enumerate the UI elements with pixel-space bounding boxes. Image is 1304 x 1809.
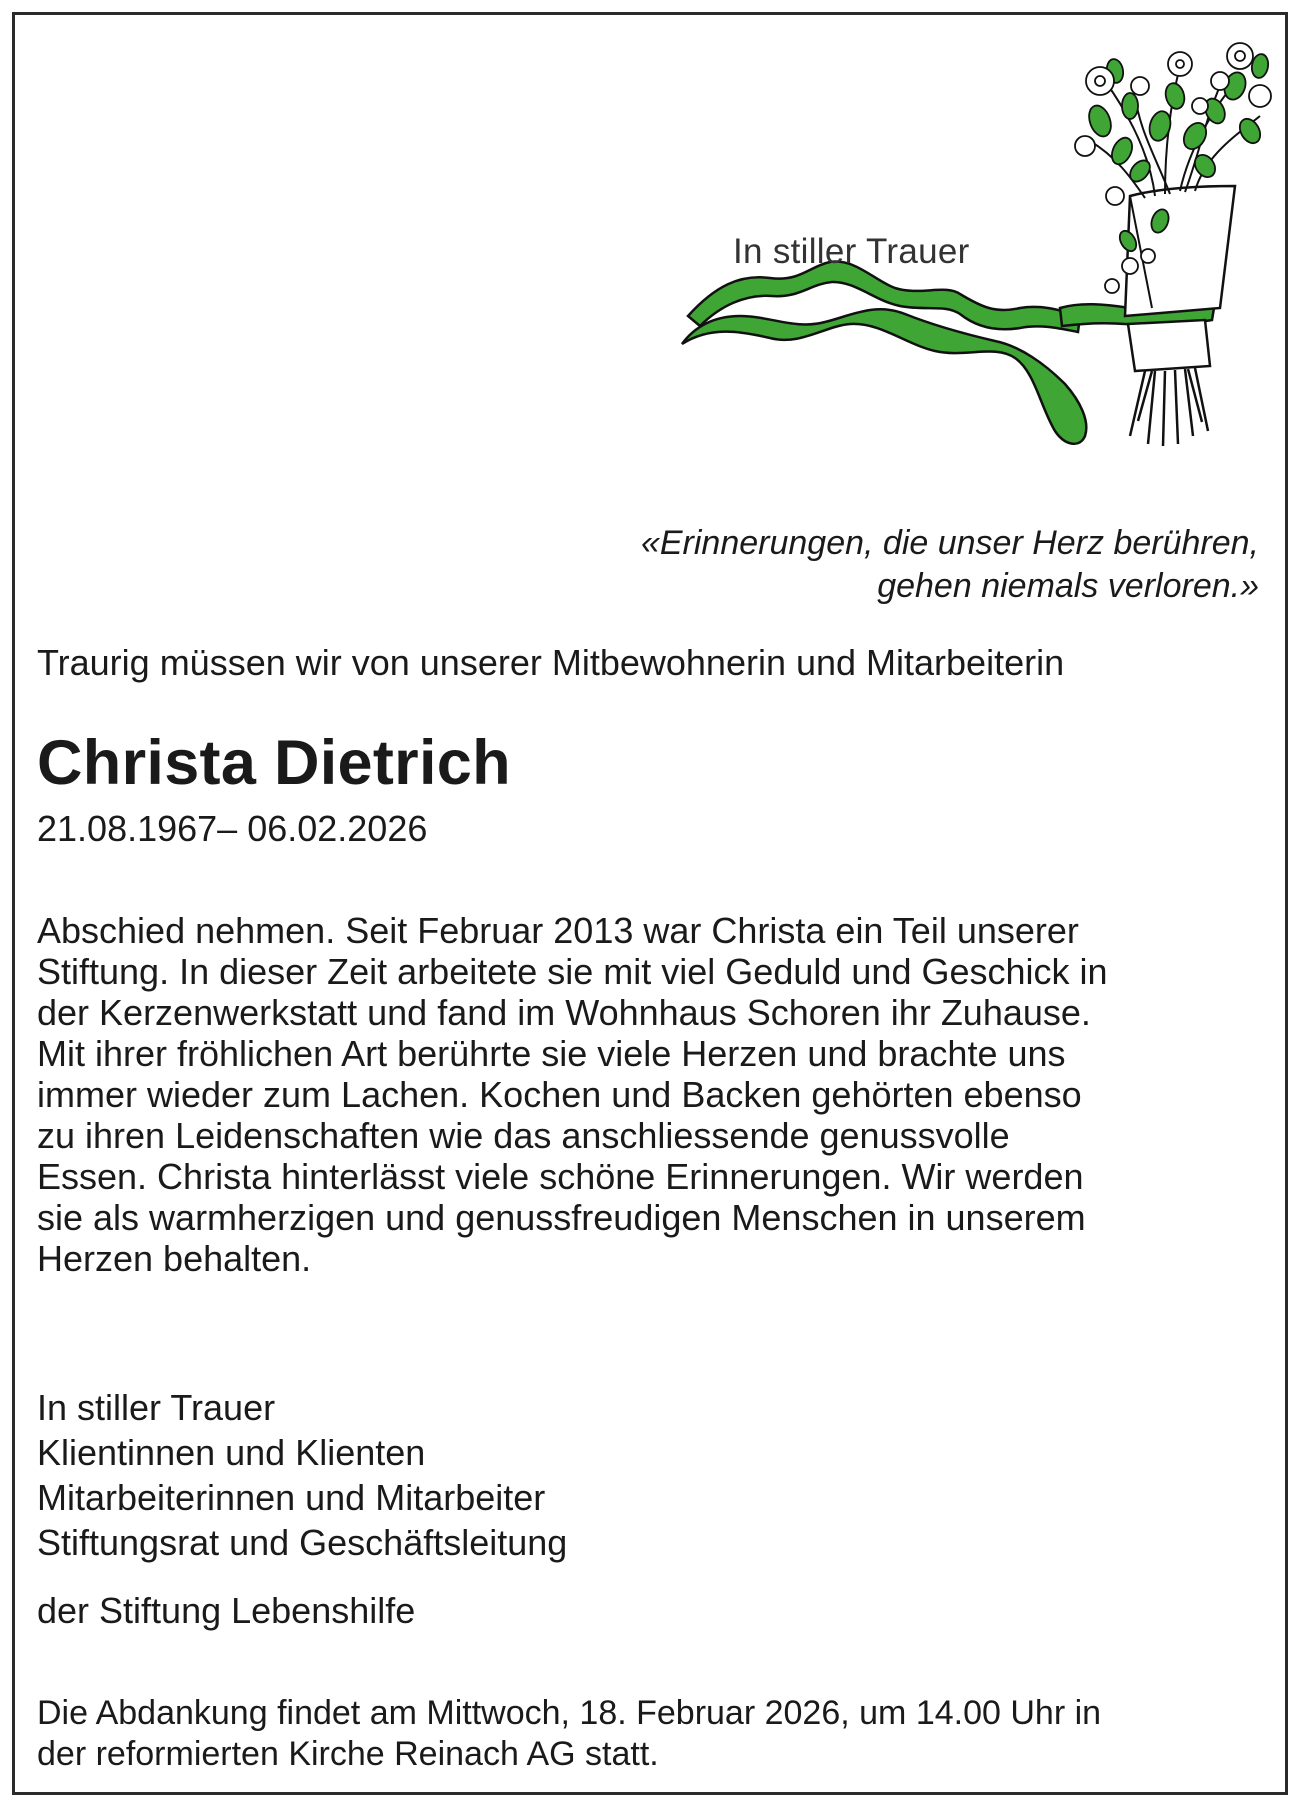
life-dates: 21.08.1967– 06.02.2026: [37, 808, 428, 849]
body-line: zu ihren Leidenschaften wie das anschliessende genussvolle: [37, 1115, 1010, 1156]
ceremony-line-2: der reformierten Kirche Reinach AG statt.: [37, 1735, 659, 1773]
signers-list: [37, 1385, 567, 1565]
stems: [1130, 368, 1208, 446]
deceased-name: Christa Dietrich: [37, 728, 511, 798]
memorial-quote: [641, 522, 1259, 608]
signer-line: Klientinnen und Klienten: [37, 1432, 426, 1473]
obituary-body: [37, 910, 1108, 1279]
ceremony-notice: [37, 1693, 1101, 1775]
body-line: Abschied nehmen. Seit Februar 2013 war Christa ein Teil unserer: [37, 910, 1079, 951]
intro-text: Traurig müssen wir von unserer Mitbewohnerin und Mitarbeiterin: [37, 642, 1065, 683]
signer-line: In stiller Trauer: [37, 1387, 276, 1428]
body-line: Herzen behalten.: [37, 1238, 312, 1279]
body-line: sie als warmherzigen und genussfreudigen Menschen in unserem: [37, 1197, 1086, 1238]
body-line: Essen. Christa hinterlässt viele schöne Erinnerungen. Wir werden: [37, 1156, 1084, 1197]
ribbon-lower: [682, 309, 1086, 444]
ceremony-line-1: Die Abdankung findet am Mittwoch, 18. Februar 2026, um 14.00 Uhr in: [37, 1694, 1102, 1732]
quote-line-1: «Erinnerungen, die unser Herz berühren,: [640, 524, 1259, 562]
signer-line: Mitarbeiterinnen und Mitarbeiter: [37, 1477, 546, 1518]
artwork-caption: In stiller Trauer: [733, 232, 970, 271]
body-line: Stiftung. In dieser Zeit arbeitete sie mit viel Geduld und Geschick in: [37, 951, 1108, 992]
quote-line-2: gehen niemals verloren.»: [877, 567, 1259, 605]
signer-line: Stiftungsrat und Geschäftsleitung: [37, 1522, 568, 1563]
body-line: Mit ihrer fröhlichen Art berührte sie viele Herzen und brachte uns: [37, 1033, 1066, 1074]
wrapping-base: [1128, 320, 1210, 371]
foundation-name: der Stiftung Lebenshilfe: [37, 1590, 416, 1631]
flower-bouquet-icon: [660, 26, 1280, 526]
body-line: immer wieder zum Lachen. Kochen und Backen gehörten ebenso: [37, 1074, 1082, 1115]
body-line: der Kerzenwerkstatt und fand im Wohnhaus Schoren ihr Zuhause.: [37, 992, 1091, 1033]
